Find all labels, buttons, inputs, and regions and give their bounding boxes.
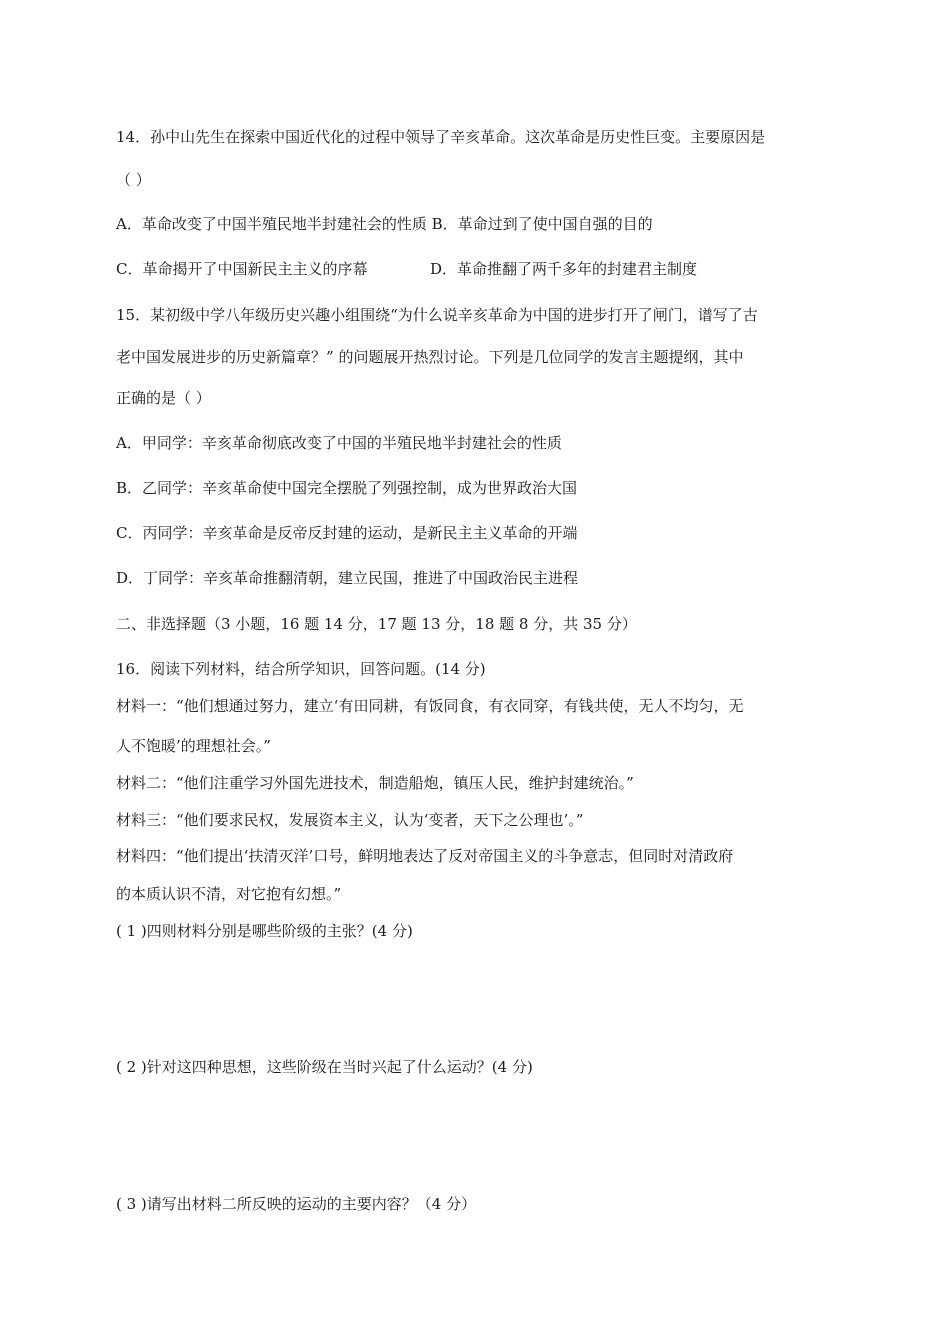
- q16-subquestion-1: ( 1 )四则材料分别是哪些阶级的主张？(4 分): [116, 922, 413, 940]
- q14-option-ab: A．革命改变了中国半殖民地半封建社会的性质 B．革命过到了使中国自强的目的: [116, 215, 653, 233]
- q14-stem-line2: （ ）: [116, 171, 151, 189]
- q15-option-b: B．乙同学：辛亥革命使中国完全摆脱了列强控制，成为世界政治大国: [116, 479, 578, 497]
- q14-option-c: C．革命揭开了中国新民主主义的序幕: [116, 260, 368, 278]
- q16-material3: 材料三：“他们要求民权，发展资本主义，认为‘变者，天下之公理也’。”: [116, 811, 584, 829]
- q15-stem-line3: 正确的是（ ）: [116, 389, 211, 407]
- q16-subquestion-3: ( 3 )请写出材料二所反映的运动的主要内容？（4 分）: [116, 1195, 477, 1213]
- q16-subquestion-2: ( 2 )针对这四种思想，这些阶级在当时兴起了什么运动？(4 分): [116, 1058, 533, 1076]
- q15-option-c: C．丙同学：辛亥革命是反帝反封建的运动，是新民主主义革命的开端: [116, 524, 578, 542]
- q16-material1-line2: 人不饱暖’的理想社会。”: [116, 737, 271, 755]
- q16-material2: 材料二：“他们注重学习外国先进技术，制造船炮，镇压人民，维护封建统治。”: [116, 774, 634, 792]
- q15-stem-line2: 老中国发展进步的历史新篇章？” 的问题展开热烈讨论。下列是几位同学的发言主题提纲，其中: [116, 348, 744, 366]
- q16-material4-line2: 的本质认识不清，对它抱有幻想。”: [116, 885, 342, 903]
- section2-heading: 二、非选择题（3 小题，16 题 14 分，17 题 13 分，18 题 8 分，共 35 分）: [116, 615, 637, 633]
- q15-option-a: A．甲同学：辛亥革命彻底改变了中国的半殖民地半封建社会的性质: [116, 434, 562, 452]
- q16-material1-line1: 材料一：“他们想通过努力，建立‘有田同耕，有饭同食，有衣同穿，有钱共使，无人不均匀，无: [116, 697, 744, 715]
- q15-option-d: D．丁同学：辛亥革命推翻清朝，建立民国，推进了中国政治民主进程: [116, 569, 579, 587]
- q14-option-d: D．革命推翻了两千多年的封建君主制度: [430, 260, 698, 278]
- q14-stem-line1: 14．孙中山先生在探索中国近代化的过程中领导了辛亥革命。这次革命是历史性巨变。主要原因是: [116, 128, 766, 146]
- q15-stem-line1: 15．某初级中学八年级历史兴趣小组围绕“为什么说辛亥革命为中国的进步打开了闸门，谱写了古: [116, 306, 758, 324]
- q16-intro: 16．阅读下列材料，结合所学知识，回答问题。(14 分): [116, 660, 486, 678]
- q16-material4-line1: 材料四：“他们提出‘扶清灭洋’口号，鲜明地表达了反对帝国主义的斗争意志，但同时对清政府: [116, 847, 734, 865]
